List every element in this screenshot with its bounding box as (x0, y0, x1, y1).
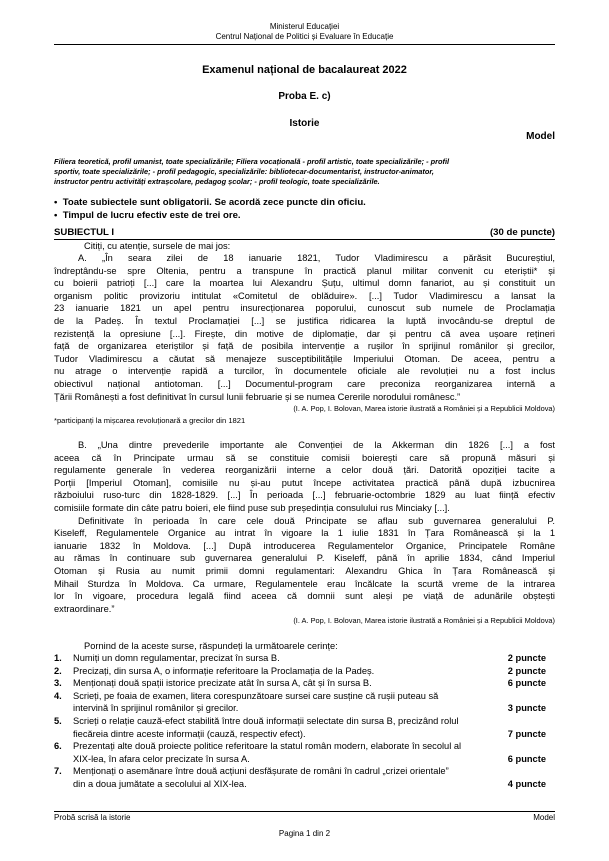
task-number: 2. (54, 665, 62, 676)
filiera-line: Filiera teoretică, profil umanist, toate specializările; Filiera vocațională - profil artistic, toate specializările; - profil (54, 157, 450, 166)
source-a-line: Țării Românești a fost definitivat în cursul lunii februarie și se numea Cererile norodului românesc.” (54, 391, 461, 402)
filiera-line: instructor pentru activități extrașcolare, pedagog școlar; - profil teologic, toate specializările. (54, 177, 380, 187)
source-a-footnote: *participanți la mișcarea revoluționară a grecilor din 1821 (54, 416, 246, 425)
source-b-line: comisiile formate din câte patru boieri, ele fiind puse sub președinția consulului rus Minciaky [...]. (54, 502, 450, 513)
task-text: Scrieți o relație cauză-efect stabilită între două informații selectate din sursa B, precizând rolul (73, 715, 459, 726)
source-a-line: organism politic provizoriu intitulat «Comitetul de oblăduire». [...] Tudor Vladimirescu a lansat la (54, 290, 555, 301)
model-label: Model (526, 131, 555, 142)
footer-left: Probă scrisă la istorie (54, 813, 131, 822)
source-b-line: războiului ruso-turc din 1828-1829. [...] În perioada [...] februarie-octombrie 1829 au luat ființă efectiv (54, 490, 555, 501)
task-text: Menționați o asemănare între două acțiuni desfășurate de români în cadrul „crizei orientale” (73, 766, 449, 777)
source-b-citation: (I. A. Pop, I. Bolovan, Marea istorie ilustrată a României și a Republicii Moldova) (293, 616, 555, 625)
rules-list (54, 196, 366, 222)
task-points: 6 puncte (507, 678, 546, 689)
source-a-line: nu atrage o intervenție rapidă a turcilor, în documentele oficiale ale revoluției nu a fost inclus (54, 366, 555, 377)
source-b-line: Kiseleff, Regulamentele Organice au intrat în vigoare la 1 iulie 1831 în Țara Românească și la 1 (54, 528, 555, 539)
source-a-line: îndreptându-se spre Oltenia, pentru a transpune în practică planul militar convenit cu eteriștii* și (54, 265, 555, 276)
task-text: Menționați două spații istorice precizate atât în sursa A, cât și în sursa B. (73, 678, 372, 689)
source-b-line: extraordinare.” (54, 603, 115, 614)
task-text: intervină în sprijinul românilor și grecilor. (73, 703, 239, 714)
source-b-line: au rămas în continuare sub guvernarea generalului P. Kiseleff, până în aprilie 1834, când Imperiul (54, 553, 555, 564)
source-b-line: regulamente generale în vederea reorganizării interne a celor două țări. Datorită opoziției tacite a (54, 465, 555, 476)
subject-label: Istorie (289, 118, 320, 129)
bullet-icon: • (54, 197, 63, 208)
source-a-line: rezistență la opresiune [...]. Firește, din motive de diplomație, dar și pentru că avea ușoare rețineri (54, 328, 555, 339)
footer-divider (54, 811, 555, 812)
task-text: fiecăreia dintre aceste informații (cauză, respectiv efect). (73, 728, 306, 739)
task-item (54, 665, 555, 678)
bullet-icon: • (54, 210, 63, 221)
task-item (54, 740, 555, 765)
filiera-line: sportiv, toate specializările; - profil pedagogic, specializările: bibliotecar-documentarist, instructor-animator, (54, 167, 434, 177)
task-points: 7 puncte (507, 728, 546, 739)
task-item (54, 677, 555, 690)
footer-right: Model (533, 813, 555, 822)
source-a-line: cu boierii patrioți [...] care la moartea lui Alexandru Șuțu, ultimul domn fanariot, au și constituit un (54, 278, 555, 289)
source-b-line: aceea că în Principate urmau să se constituie comisii boierești care să propună măsuri și (54, 452, 555, 463)
task-item (54, 715, 555, 740)
task-points: 2 puncte (507, 665, 546, 676)
source-b (54, 439, 555, 615)
task-number: 5. (54, 715, 62, 726)
intro-text: Citiți, cu atenție, sursele de mai jos: (84, 241, 231, 251)
task-number: 6. (54, 741, 62, 752)
task-list (54, 652, 555, 791)
task-number: 7. (54, 766, 62, 777)
rule-item: • Toate subiectele sunt obligatorii. Se acordă zece puncte din oficiu. (54, 197, 366, 208)
ministry-name: Ministerul Educației (269, 22, 340, 31)
exam-title: Examenul național de bacalaureat 2022 (202, 64, 407, 76)
source-b-line: Porții [Imperiul Otoman], comisiile nu și-au putut începe activitatea practică până după izbucnirea (54, 477, 555, 488)
source-a-line: de la Padeș. În textul Proclamației [...] se justifica ridicarea la luptă invocându-se dreptul de (54, 315, 555, 326)
task-text: Precizați, din sursa A, o informație referitoare la Proclamația de la Padeș. (73, 665, 375, 676)
section-title: SUBIECTUL I (54, 227, 115, 238)
source-a (54, 252, 555, 403)
source-b-line: Mihail Sturdza în Moldova. Ca urmare, Regulamentele erau încălcate la scurtă vreme de la intrarea (54, 578, 555, 589)
task-item (54, 690, 555, 715)
task-number: 4. (54, 690, 62, 701)
source-a-line: 23 ianuarie 1821 un apel pentru insurecționarea poporului, cunoscut sub numele de Proclamația (54, 303, 555, 314)
source-a-line: A. „În seara zilei de 18 ianuarie 1821, Tudor Vladimirescu a părăsit Bucureștiul, (78, 253, 555, 263)
task-text: XIX-lea, în afara celor precizate în sursa A. (73, 753, 250, 764)
task-points: 3 puncte (507, 703, 546, 714)
task-points: 6 puncte (507, 753, 546, 764)
source-b-line: Otoman și Rusia au numit primii domni regulamentari: Alexandru Ghica în Țara Românească și (54, 565, 555, 576)
task-text: Scrieți, pe foaia de examen, litera corespunzătoare sursei care susține că rușii puteau să (73, 690, 439, 701)
filiera-block (54, 157, 555, 188)
section-points: (30 de puncte) (489, 227, 555, 238)
source-b-line: ianuarie 1832 în Moldova. [...] După introducerea Regulamentelor Organice, Principatele Române (54, 540, 555, 551)
source-a-line: obiectivul național antiotoman. [...] Documentul-program care preconiza reorganizarea internă a (54, 378, 555, 389)
header-divider (54, 44, 555, 45)
task-number: 3. (54, 678, 62, 689)
task-item (54, 765, 555, 790)
source-b-line: B. „Una dintre prevederile importante ale Convenției de la Akkerman din 1826 [...] a fost (78, 440, 555, 450)
source-b-line: lor în vigoare, procedura legală fiind aceea că domnii sunt aleși pe viață de adunările obștești (54, 591, 555, 602)
rule-item: • Timpul de lucru efectiv este de trei ore. (54, 210, 241, 221)
center-name: Centrul Național de Politici și Evaluare în Educație (215, 32, 394, 41)
source-a-line: față de organizarea eteriștilor și față de posibila intervenție a rușilor în sprijinul românilor și grecilor, (54, 341, 555, 352)
proba-label: Proba E. c) (278, 91, 331, 102)
task-item (54, 652, 555, 665)
task-text: Prezentați alte două proiecte politice referitoare la statul român modern, elaborate în secolul al (73, 741, 462, 752)
task-text: din a doua jumătate a secolului al XIX-lea. (73, 778, 247, 789)
source-a-citation: (I. A. Pop, I. Bolovan, Marea istorie ilustrată a României și a Republicii Moldova) (293, 404, 555, 413)
task-text: Numiți un domn regulamentar, precizat în sursa B. (73, 653, 280, 663)
task-points: 4 puncte (507, 778, 546, 789)
task-number: 1. (54, 653, 62, 663)
source-a-line: Tudor Vladimirescu a căutat să menajeze susceptibilitățile Imperiului Otoman. De aceea, pentru a (54, 353, 555, 364)
task-points: 2 puncte (507, 653, 546, 663)
page-number: Pagina 1 din 2 (278, 829, 331, 838)
task-intro: Pornind de la aceste surse, răspundeți la următoarele cerințe: (84, 641, 338, 651)
source-b-line: Definitivate în perioada în care cele două Principate se aflau sub guvernarea generalului P. (78, 515, 555, 526)
